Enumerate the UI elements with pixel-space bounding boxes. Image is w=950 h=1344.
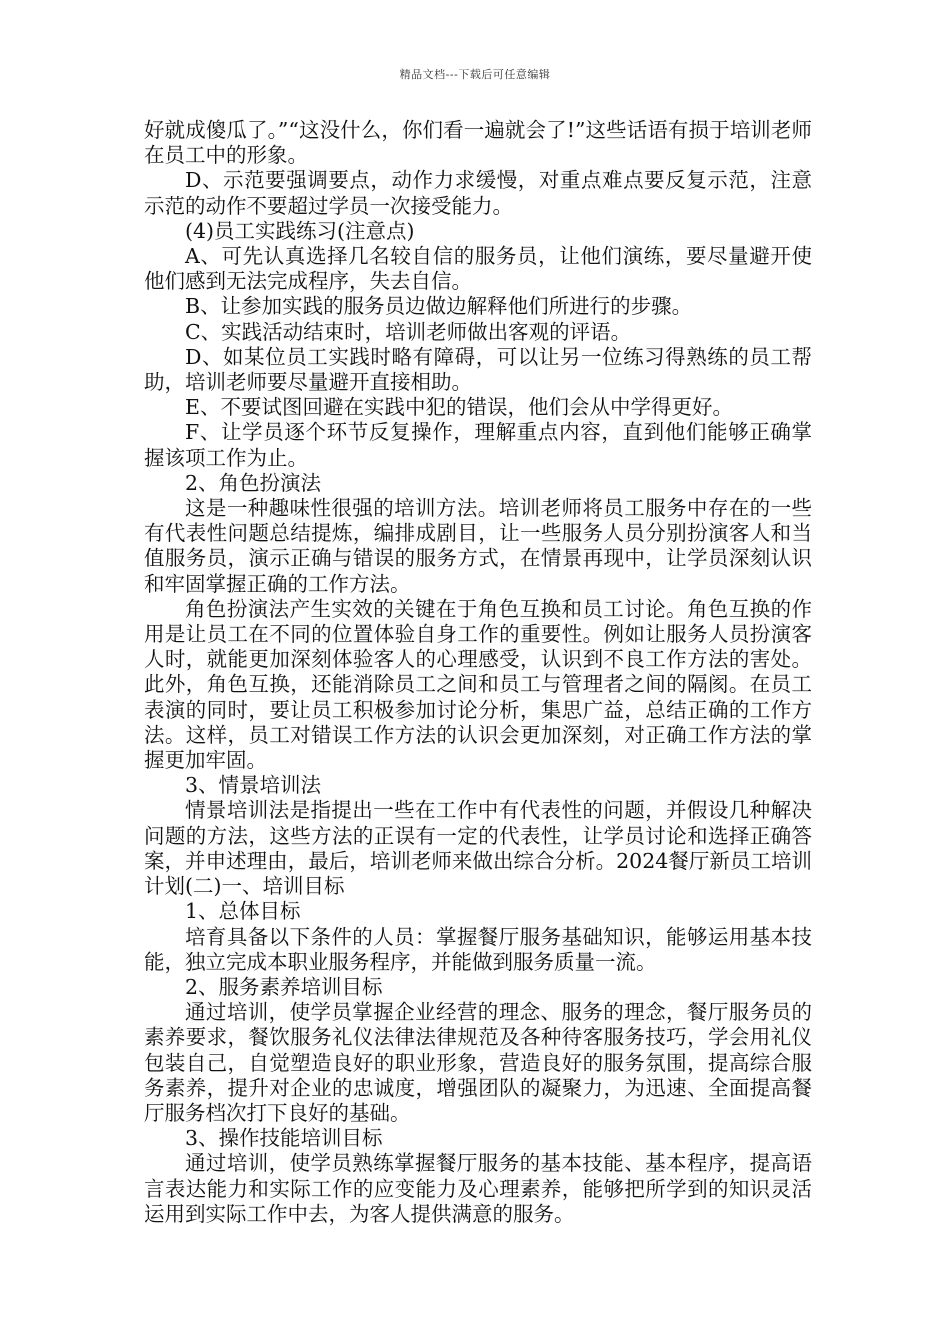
section-heading: 3、操作技能培训目标 <box>185 1126 383 1151</box>
document-body <box>144 118 812 1227</box>
section-heading: 2、角色扮演法 <box>185 470 322 495</box>
section-heading: 1、总体目标 <box>185 899 301 924</box>
paragraph: 通过培训，使学员熟练掌握餐厅服务的基本技能、基本程序，提高语言表达能力和实际工作的应变能力及心理素养，能够把所学到的知识灵活运用到实际工作中去，为客人提供满意的服务。 <box>144 1151 812 1226</box>
paragraph: D、示范要强调要点，动作力求缓慢，对重点难点要反复示范，注意示范的动作不要超过学员一次接受能力。 <box>144 168 812 218</box>
paragraph: C、实践活动结束时，培训老师做出客观的评语。 <box>185 319 632 344</box>
paragraph: 通过培训，使学员掌握企业经营的理念、服务的理念，餐厅服务员的素养要求，餐饮服务礼仪法律法律规范及各种待客服务技巧，学会用礼仪包装自己，自觉塑造良好的职业形象，营造良好的服务氛围，提高综合服务素养，提升对企业的忠诚度，增强团队的凝聚力，为迅速、全面提高餐厅服务档次打下良好的基础。 <box>144 1000 812 1125</box>
section-heading: 3、情景培训法 <box>185 773 322 798</box>
paragraph: E、不要试图回避在实践中犯的错误，他们会从中学得更好。 <box>185 395 733 420</box>
section-heading: (4)员工实践练习(注意点) <box>185 218 415 243</box>
paragraph: D、如某位员工实践时略有障碍，可以让另一位练习得熟练的员工帮助，培训老师要尽量避开直接相助。 <box>144 344 812 395</box>
paragraph: 好就成傻瓜了。”“这没什么，你们看一遍就会了!”这些话语有损于培训老师在员工中的形象。 <box>144 118 812 168</box>
paragraph: 培育具备以下条件的人员：掌握餐厅服务基础知识，能够运用基本技能，独立完成本职业服务程序，并能做到服务质量一流。 <box>144 924 812 974</box>
paragraph: B、让参加实践的服务员边做边解释他们所进行的步骤。 <box>185 294 693 319</box>
paragraph: 情景培训法是指提出一些在工作中有代表性的问题，并假设几种解决问题的方法，这些方法的正误有一定的代表性，让学员讨论和选择正确答案，并申述理由，最后，培训老师来做出综合分析。2024餐厅新员工培训计划(二)一、培训目标 <box>144 798 812 899</box>
paragraph: A、可先认真选择几名较自信的服务员，让他们演练，要尽量避开使他们感到无法完成程序，失去自信。 <box>144 244 812 294</box>
page-header: 精品文档---下载后可任意编辑 <box>399 68 551 81</box>
paragraph: F、让学员逐个环节反复操作，理解重点内容，直到他们能够正确掌握该项工作为止。 <box>144 420 812 470</box>
section-heading: 2、服务素养培训目标 <box>185 974 383 999</box>
paragraph: 这是一种趣味性很强的培训方法。培训老师将员工服务中存在的一些有代表性问题总结提炼，编排成剧目，让一些服务人员分别扮演客人和当值服务员，演示正确与错误的服务方式，在情景再现中，让学员深刻认识和牢固掌握正确的工作方法。 <box>144 496 812 596</box>
paragraph: 角色扮演法产生实效的关键在于角色互换和员工讨论。角色互换的作用是让员工在不同的位置体验自身工作的重要性。例如让服务人员扮演客人时，就能更加深刻体验客人的心理感受，认识到不良工作方法的害处。此外，角色互换，还能消除员工之间和员工与管理者之间的隔阂。在员工表演的同时，要让员工积极参加讨论分析，集思广益，总结正确的工作方法。这样，员工对错误工作方法的认识会更加深刻，对正确工作方法的掌握更加牢固。 <box>144 596 812 773</box>
